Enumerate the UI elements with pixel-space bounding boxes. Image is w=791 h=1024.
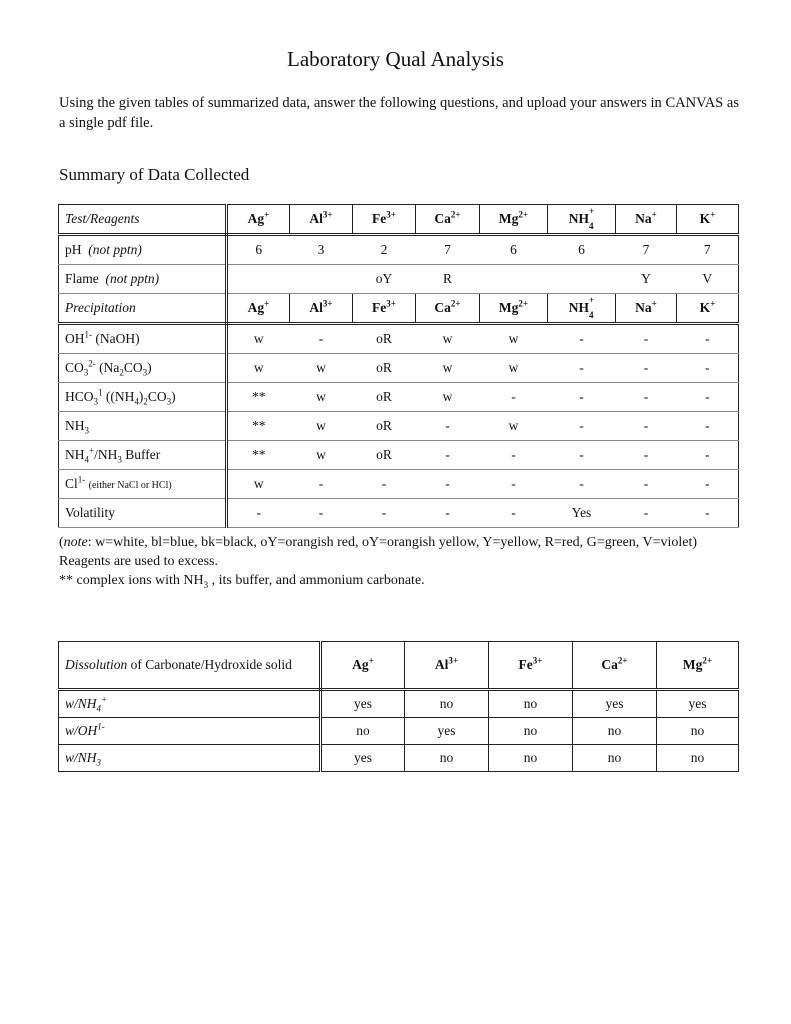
precipitation-value: - [677,441,739,470]
precipitation-value: - [548,354,616,383]
precipitation-value: oR [353,412,416,441]
ion-header: K+ [677,205,739,235]
reagent-label: Volatility [59,499,227,528]
ion-header: Na+ [616,294,677,324]
dissolution-value: no [405,690,489,718]
precipitation-header: Precipitation [59,294,227,324]
ph-label: pH (not pptn) [59,235,227,265]
precipitation-value: - [416,470,480,499]
ion-header: $Ca^{2+}$ [416,294,480,324]
precipitation-value: - [677,499,739,528]
precipitation-value: w [480,354,548,383]
flame-value: V [677,265,739,294]
ion-header: NH+ $_4$ [548,294,616,324]
reagent-label: $OH^{1-}$ (NaOH) [59,324,227,354]
precipitation-value: - [353,470,416,499]
precipitation-value: - [480,441,548,470]
precipitation-value: - [677,383,739,412]
ion-header: Na+ [616,205,677,235]
dissolution-value: no [405,745,489,772]
ion-header: $Al^{3+}$ [405,642,489,690]
ph-value: 7 [616,235,677,265]
precipitation-value: - [616,324,677,354]
dissolution-row [59,690,739,718]
dissolution-value: yes [573,690,657,718]
precipitation-value: - [480,470,548,499]
ph-row [59,235,739,265]
ion-header: Ag+ [227,294,290,324]
precipitation-value: - [480,383,548,412]
flame-value [548,265,616,294]
dissolution-value: no [489,718,573,745]
precipitation-value: - [616,499,677,528]
precipitation-value: w [290,354,353,383]
ph-value: 7 [416,235,480,265]
dissolution-value: yes [657,690,739,718]
precipitation-value: - [416,412,480,441]
dissolution-value: yes [321,745,405,772]
precipitation-value: w [290,383,353,412]
ion-header: $Mg^{2+}$ [657,642,739,690]
flame-value [290,265,353,294]
precipitation-header-row [59,294,739,324]
precipitation-value: w [227,354,290,383]
flame-value: oY [353,265,416,294]
ph-value: 3 [290,235,353,265]
dissolution-value: no [573,718,657,745]
flame-value [480,265,548,294]
reagent-label: $HCO_3^1$ $((NH_4)_2CO_3)$ [59,383,227,412]
flame-row [59,265,739,294]
precipitation-value: - [616,412,677,441]
precipitation-row [59,470,739,499]
legend-note: (note: w=white, bl=blue, bk=black, oY=orangish red, oY=orangish yellow, Y=yellow, R=red, G=green, V=violet) [59,535,698,550]
ph-value: 2 [353,235,416,265]
precipitation-value: - [548,470,616,499]
precipitation-row [59,383,739,412]
precipitation-value: - [548,441,616,470]
precipitation-value: oR [353,324,416,354]
reagent-label: $NH_3$ [59,412,227,441]
ph-value: 6 [548,235,616,265]
ion-header-row [59,205,739,235]
precipitation-row [59,441,739,470]
precipitation-value: w [227,470,290,499]
precipitation-value: - [616,470,677,499]
flame-label: Flame (not pptn) [59,265,227,294]
precipitation-value: w [416,324,480,354]
ion-header: $Fe^{3+}$ [353,294,416,324]
precipitation-value: ** [227,441,290,470]
precipitation-row [59,324,739,354]
precipitation-value: oR [353,383,416,412]
reagent-label: $Cl^{1-}$ (either NaCl or HCl) [59,470,227,499]
precipitation-value: - [416,499,480,528]
dissolution-condition: $w/OH^{1-}$ [59,718,321,745]
precipitation-value: - [677,412,739,441]
dissolution-value: yes [405,718,489,745]
dissolution-header: Dissolution of Carbonate/Hydroxide solid [59,642,321,690]
precipitation-value: - [548,324,616,354]
precipitation-value: - [616,383,677,412]
precipitation-value: Yes [548,499,616,528]
flame-value: Y [616,265,677,294]
ph-value: 6 [227,235,290,265]
dissolution-value: no [573,745,657,772]
notes-block [59,533,749,590]
ion-header: $Ca^{2+}$ [573,642,657,690]
ph-value: 6 [480,235,548,265]
dissolution-value: no [321,718,405,745]
ion-header: $Ca^{2+}$ [416,205,480,235]
reagent-label: $NH_4^+/NH_3$ Buffer [59,441,227,470]
precipitation-value: w [416,383,480,412]
reagent-label: $CO_3^{2-}$ $(Na_2CO_3)$ [59,354,227,383]
flame-value [227,265,290,294]
precipitation-row [59,354,739,383]
test-reagents-header: Test/Reagents [59,205,227,235]
ion-header: $Mg^{2+}$ [480,294,548,324]
dissolution-value: no [489,690,573,718]
precipitation-value: - [290,470,353,499]
precipitation-value: w [290,412,353,441]
precipitation-value: - [677,324,739,354]
dissolution-header-row [59,642,739,690]
precipitation-value: - [416,441,480,470]
ion-header: $Fe^{3+}$ [353,205,416,235]
dissolution-value: no [657,745,739,772]
precipitation-value: w [480,324,548,354]
precipitation-value: oR [353,354,416,383]
section-heading: Summary of Data Collected [59,165,250,184]
ion-header: $Al^{3+}$ [290,294,353,324]
flame-value: R [416,265,480,294]
ion-header: Ag+ [321,642,405,690]
precipitation-value: - [290,324,353,354]
precipitation-value: w [227,324,290,354]
precipitation-value: w [416,354,480,383]
intro-paragraph: Using the given tables of summarized data, answer the following questions, and upload your answers in CANVAS as a single pdf file. [59,95,739,131]
precipitation-value: ** [227,412,290,441]
precipitation-value: - [677,354,739,383]
precipitation-value: - [227,499,290,528]
precipitation-value: w [480,412,548,441]
precipitation-value: - [677,470,739,499]
dissolution-table [58,641,739,772]
dissolution-value: yes [321,690,405,718]
dissolution-condition: $w/NH_3$ [59,745,321,772]
precipitation-value: - [290,499,353,528]
ph-value: 7 [677,235,739,265]
precipitation-value: - [616,354,677,383]
ion-header: NH+ $_4$ [548,205,616,235]
precipitation-value: - [548,383,616,412]
ion-header: K+ [677,294,739,324]
precipitation-value: - [548,412,616,441]
dissolution-row [59,745,739,772]
dissolution-row [59,718,739,745]
page-title: Laboratory Qual Analysis [287,47,504,71]
dissolution-value: no [657,718,739,745]
precipitation-value: ** [227,383,290,412]
precipitation-value: - [616,441,677,470]
precipitation-row [59,499,739,528]
dissolution-value: no [489,745,573,772]
precipitation-value: oR [353,441,416,470]
ion-header: Ag+ [227,205,290,235]
precipitation-value: - [480,499,548,528]
ion-header: $Mg^{2+}$ [480,205,548,235]
precipitation-row [59,412,739,441]
ion-header: $Fe^{3+}$ [489,642,573,690]
precipitation-value: w [290,441,353,470]
data-summary-table [58,204,739,528]
precipitation-value: - [353,499,416,528]
excess-note: Reagents are used to excess. [59,554,218,569]
ion-header: $Al^{3+}$ [290,205,353,235]
dissolution-condition: $w/NH_4^+$ [59,690,321,718]
complex-ion-note: ** complex ions with $NH_3$ , its buffer, and ammonium carbonate. [59,573,425,590]
